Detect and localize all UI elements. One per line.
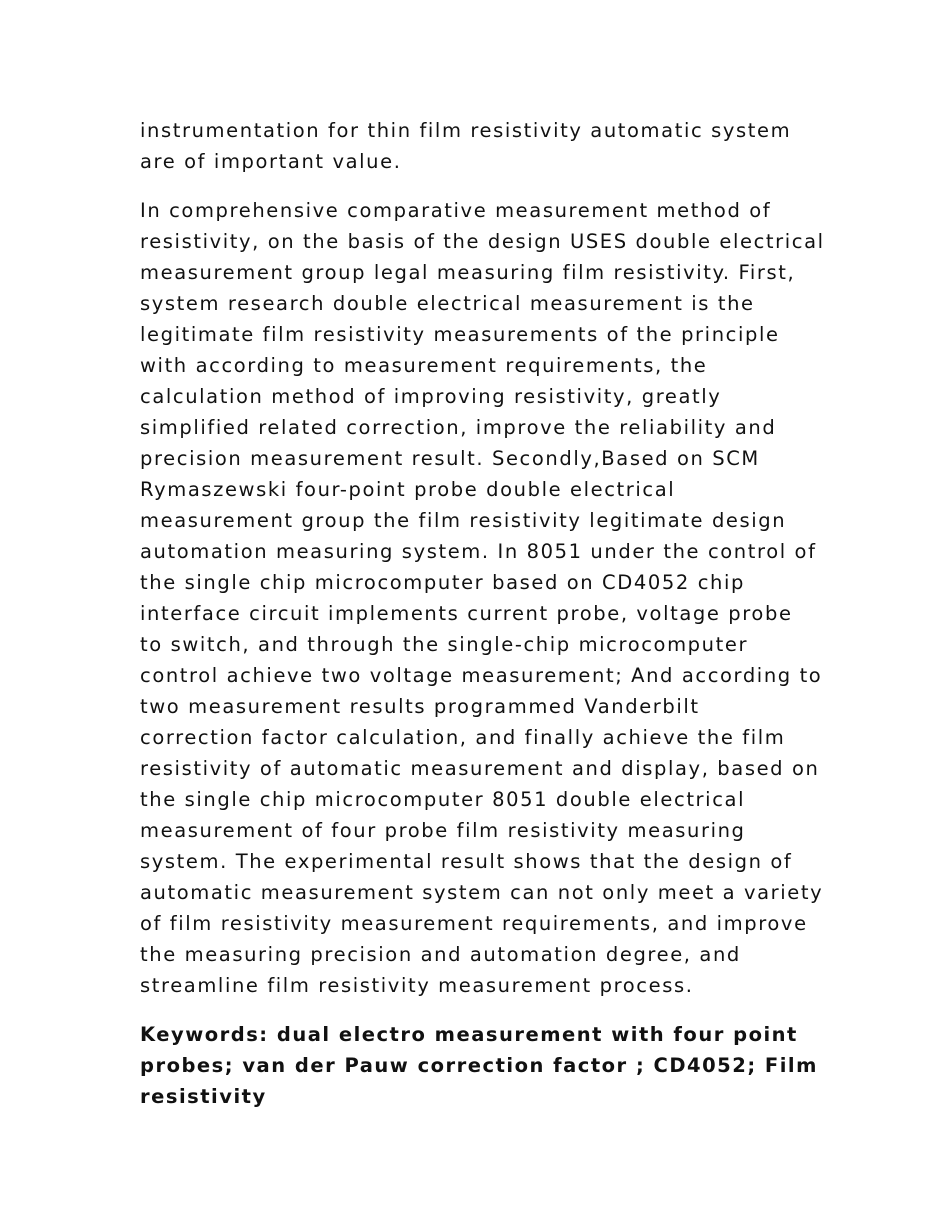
text-line: to switch, and through the single-chip microcomputer: [140, 633, 749, 656]
text-line: control achieve two voltage measurement; And according to: [140, 664, 823, 687]
text-line: the measuring precision and automation degree, and: [140, 943, 741, 966]
keywords-line: resistivity: [140, 1085, 267, 1108]
text-line: the single chip microcomputer based on CD4052 chip: [140, 571, 745, 594]
text-line: calculation method of improving resistivity, greatly: [140, 385, 722, 408]
text-line: system research double electrical measurement is the: [140, 292, 755, 315]
text-line: legitimate film resistivity measurements of the principle: [140, 323, 780, 346]
text-line: interface circuit implements current probe, voltage probe: [140, 602, 793, 625]
text-line: of film resistivity measurement requirements, and improve: [140, 912, 808, 935]
text-line: correction factor calculation, and finally achieve the film: [140, 726, 786, 749]
keywords-line: probes; van der Pauw correction factor ; CD4052; Film: [140, 1054, 818, 1077]
text-line: measurement group legal measuring film resistivity. First,: [140, 261, 796, 284]
text-line: resistivity, on the basis of the design USES double electrical: [140, 230, 825, 253]
text-line: precision measurement result. Secondly,Based on SCM: [140, 447, 760, 470]
keywords-line: Keywords: dual electro measurement with four point: [140, 1023, 798, 1046]
text-line: Rymaszewski four-point probe double electrical: [140, 478, 676, 501]
text-line: the single chip microcomputer 8051 double electrical: [140, 788, 746, 811]
text-line: two measurement results programmed Vanderbilt: [140, 695, 700, 718]
text-line: simplified related correction, improve the reliability and: [140, 416, 777, 439]
text-line: resistivity of automatic measurement and display, based on: [140, 757, 820, 780]
text-line: measurement of four probe film resistivity measuring: [140, 819, 746, 842]
text-line: streamline film resistivity measurement process.: [140, 974, 694, 997]
text-line: are of important value.: [140, 150, 402, 173]
text-line: system. The experimental result shows that the design of: [140, 850, 793, 873]
text-line: automatic measurement system can not only meet a variety: [140, 881, 824, 904]
paragraph-intro-continuation: [140, 115, 830, 177]
keywords-block: [140, 1019, 830, 1112]
text-line: In comprehensive comparative measurement method of: [140, 199, 772, 222]
paragraph-abstract-body: [140, 195, 830, 1001]
text-line: automation measuring system. In 8051 under the control of: [140, 540, 817, 563]
text-line: measurement group the film resistivity legitimate design: [140, 509, 787, 532]
document-page: [140, 115, 830, 1130]
text-line: with according to measurement requirements, the: [140, 354, 708, 377]
text-line: instrumentation for thin film resistivity automatic system: [140, 119, 792, 142]
